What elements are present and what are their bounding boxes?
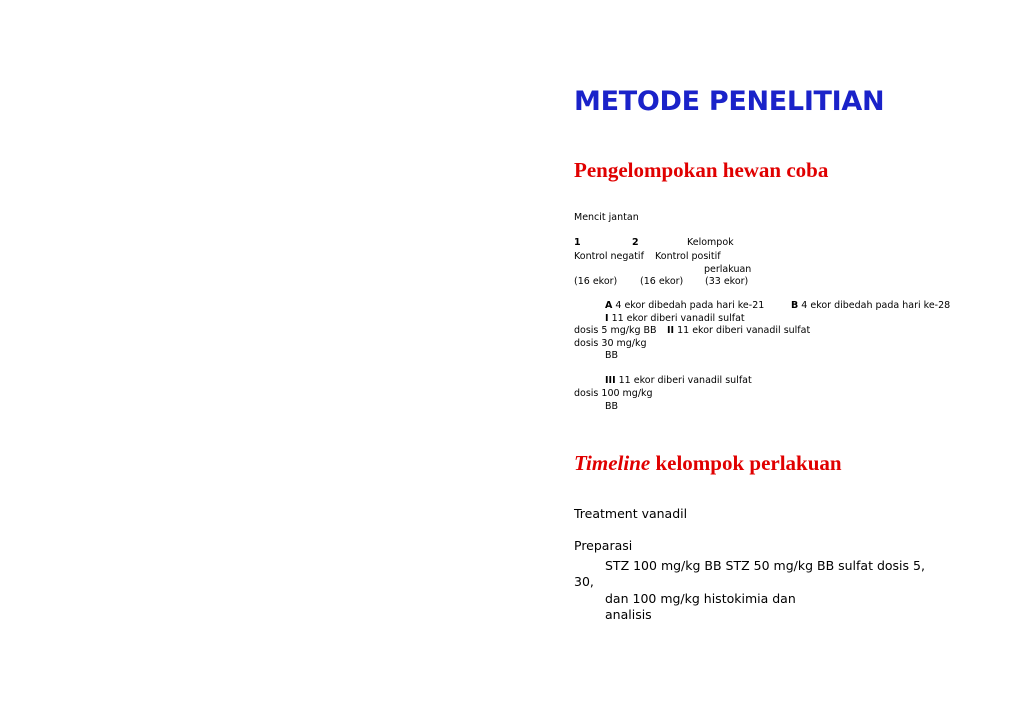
group-2-count: (16 ekor) (640, 276, 684, 287)
group-2-name: Kontrol positif (655, 251, 721, 262)
subgroup-iii-dose: dosis 100 mg/kg (574, 388, 653, 399)
timeline-heading-rest: kelompok perlakuan (655, 451, 842, 475)
subgroup-ii-label: II (667, 325, 675, 336)
subject-label: Mencit jantan (574, 212, 639, 223)
group-3-count: (33 ekor) (705, 276, 749, 287)
subgroup-b-text: 4 ekor dibedah pada hari ke-28 (801, 300, 951, 311)
subgroup-i-dose: dosis 5 mg/kg BB (574, 325, 657, 336)
section-heading-timeline (574, 451, 842, 476)
subgroup-ii-text: 11 ekor diberi vanadil sulfat (677, 325, 811, 336)
subgroup-b-label: B (791, 300, 799, 311)
page-title: METODE PENELITIAN (574, 86, 885, 117)
subgroup-a-text: 4 ekor dibedah pada hari ke-21 (615, 300, 765, 311)
timeline-heading-italic: Timeline (574, 451, 651, 475)
group-1-name: Kontrol negatif (574, 251, 644, 262)
subgroup-a (605, 300, 764, 312)
subgroup-ii-dose-unit: BB (605, 350, 619, 361)
subgroup-i-text: 11 ekor diberi vanadil sulfat (611, 313, 745, 324)
subgroup-b (791, 300, 950, 312)
group-3-label: Kelompok (687, 237, 734, 248)
treatment-label: Treatment vanadil (574, 506, 688, 521)
timeline-line-4: analisis (605, 607, 652, 622)
timeline-line-3: dan 100 mg/kg histokimia dan (605, 591, 796, 606)
subgroup-iii-text: 11 ekor diberi vanadil sulfat (618, 375, 752, 386)
preparasi-label: Preparasi (574, 538, 633, 553)
subgroup-iii (605, 375, 752, 387)
section-heading-grouping: Pengelompokan hewan coba (574, 158, 829, 182)
subgroup-iii-dose-unit: BB (605, 401, 619, 412)
subgroup-ii (667, 325, 810, 337)
subgroup-i-label: I (605, 313, 609, 324)
timeline-line-1: STZ 100 mg/kg BB STZ 50 mg/kg BB sulfat dosis 5, (605, 558, 925, 573)
timeline-line-2: 30, (574, 574, 594, 589)
subgroup-a-label: A (605, 300, 613, 311)
group-3-name: perlakuan (704, 264, 752, 275)
group-2-number: 2 (632, 237, 639, 248)
subgroup-i (605, 313, 745, 325)
group-1-count: (16 ekor) (574, 276, 618, 287)
subgroup-iii-label: III (605, 375, 616, 386)
group-1-number: 1 (574, 237, 581, 248)
subgroup-ii-dose: dosis 30 mg/kg (574, 338, 647, 349)
